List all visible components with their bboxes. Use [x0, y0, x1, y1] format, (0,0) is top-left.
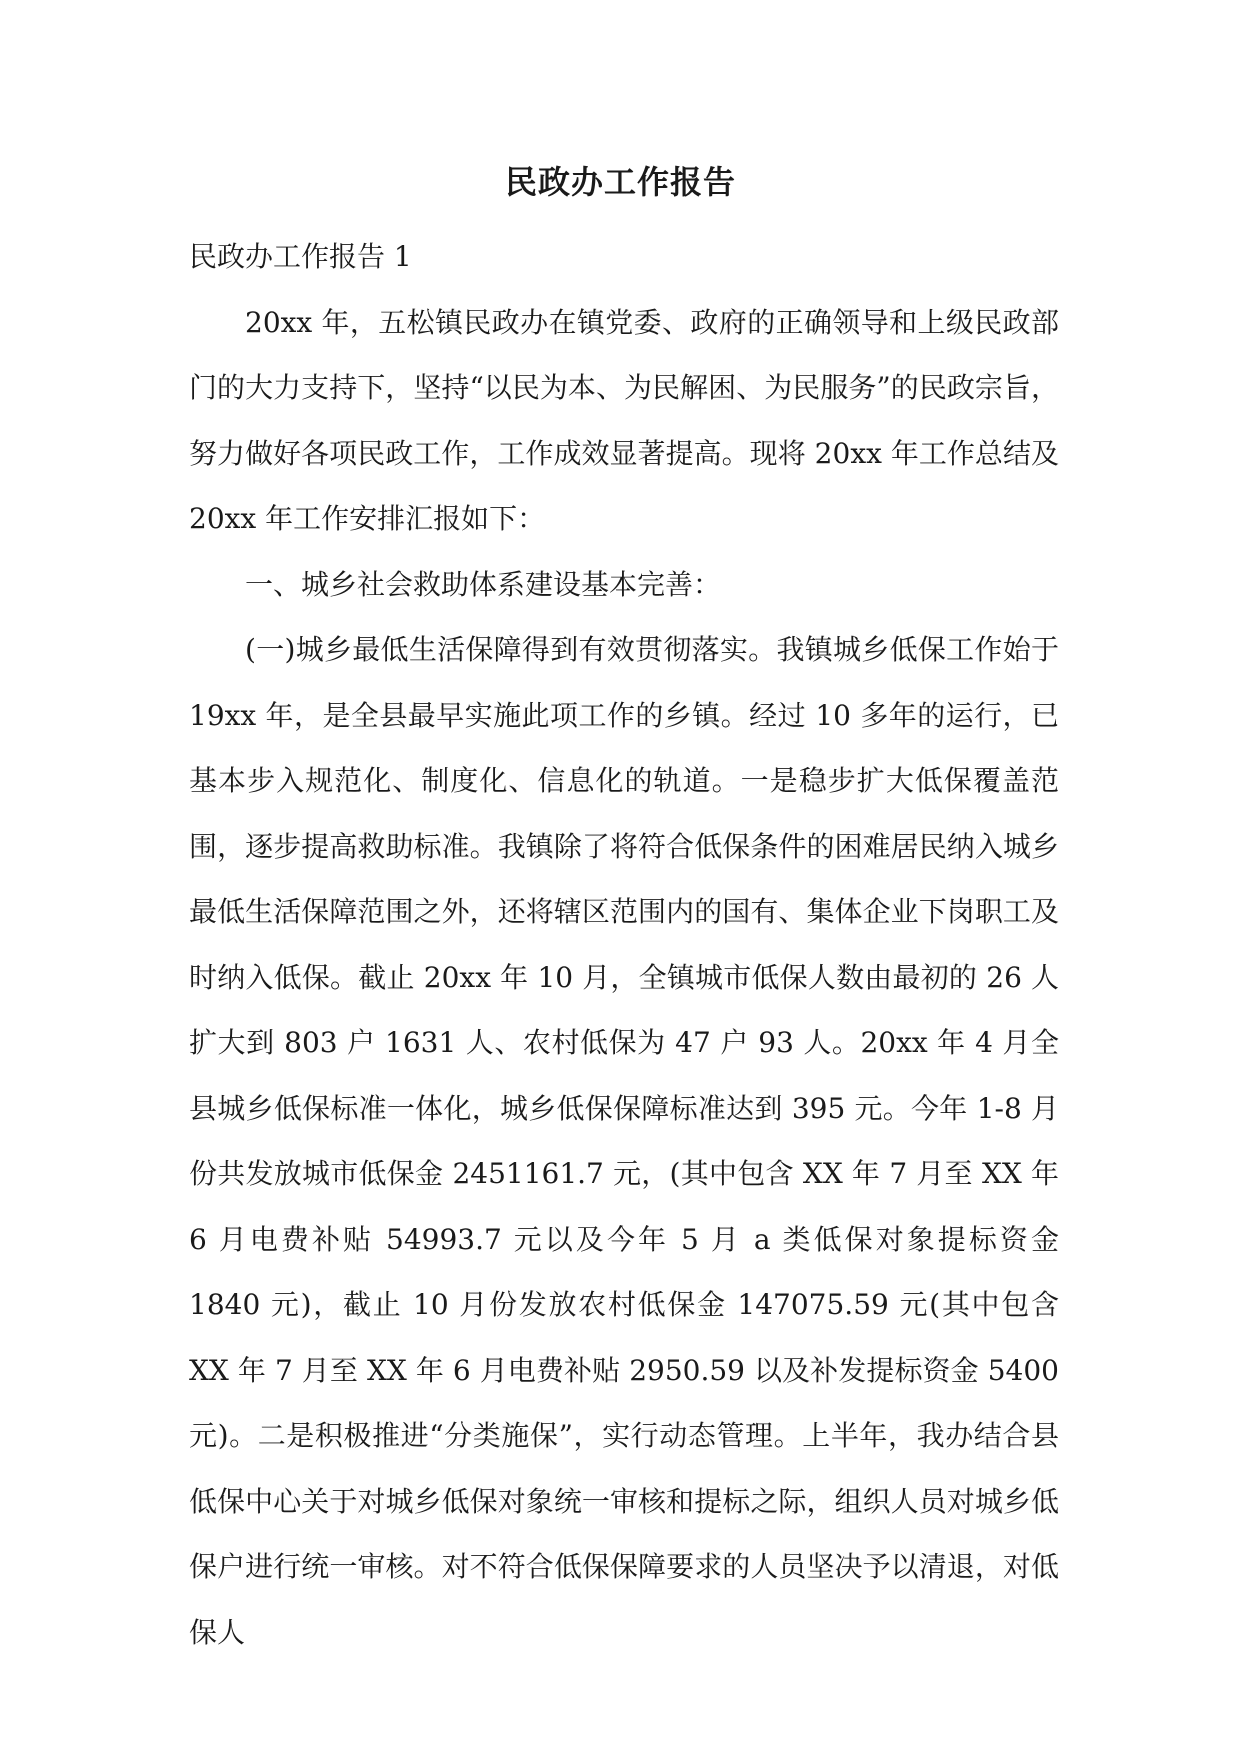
document-title: 民政办工作报告: [504, 163, 736, 201]
document-body: [189, 224, 1059, 1665]
section-heading: 一、城乡社会救助体系建设基本完善：: [245, 567, 722, 601]
paragraph-intro: 20xx 年，五松镇民政办在镇党委、政府的正确领导和上级民政部门的大力支持下，坚持“以民为本、为民解困、为民服务”的民政宗旨，努力做好各项民政工作，工作成效显著提高。现将 20xx 年工作总结及 20xx 年工作安排汇报如下：: [189, 305, 1059, 535]
paragraph-subsistence: (一)城乡最低生活保障得到有效贯彻落实。我镇城乡低保工作始于 19xx 年，是全县最早实施此项工作的乡镇。经过 10 多年的运行，已基本步入规范化、制度化、信息化的轨道。一是稳步扩大低保覆盖范围，逐步提高救助标准。我镇除了将符合低保条件的困难居民纳入城乡最低生活保障范围之外，还将辖区范围内的国有、集体企业下岗职工及时纳入低保。截止 20xx 年 10 月，全镇城市低保人数由最初的 26 人扩大到 803 户 1631 人、农村低保为 47 户 93 人。20xx 年 4 月全县城乡低保标准一体化，城乡低保保障标准达到 395 元。今年 1-8 月份共发放城市低保金 2451161.7 元，(其中包含 XX 年 7 月至 XX 年 6 月电费补贴 54993.7 元以及今年 5 月 a 类低保对象提标资金 1840 元)，截止 10 月份发放农村低保金 147075.59 元(其中包含 XX 年 7 月至 XX 年 6 月电费补贴 2950.59 以及补发提标资金 5400 元)。二是积极推进“分类施保”，实行动态管理。上半年，我办结合县低保中心关于对城乡低保对象统一审核和提标之际，组织人员对城乡低保户进行统一审核。对不符合低保保障要求的人员坚决予以清退，对低保人: [189, 633, 1059, 1649]
document-subtitle: 民政办工作报告 1: [189, 240, 412, 273]
